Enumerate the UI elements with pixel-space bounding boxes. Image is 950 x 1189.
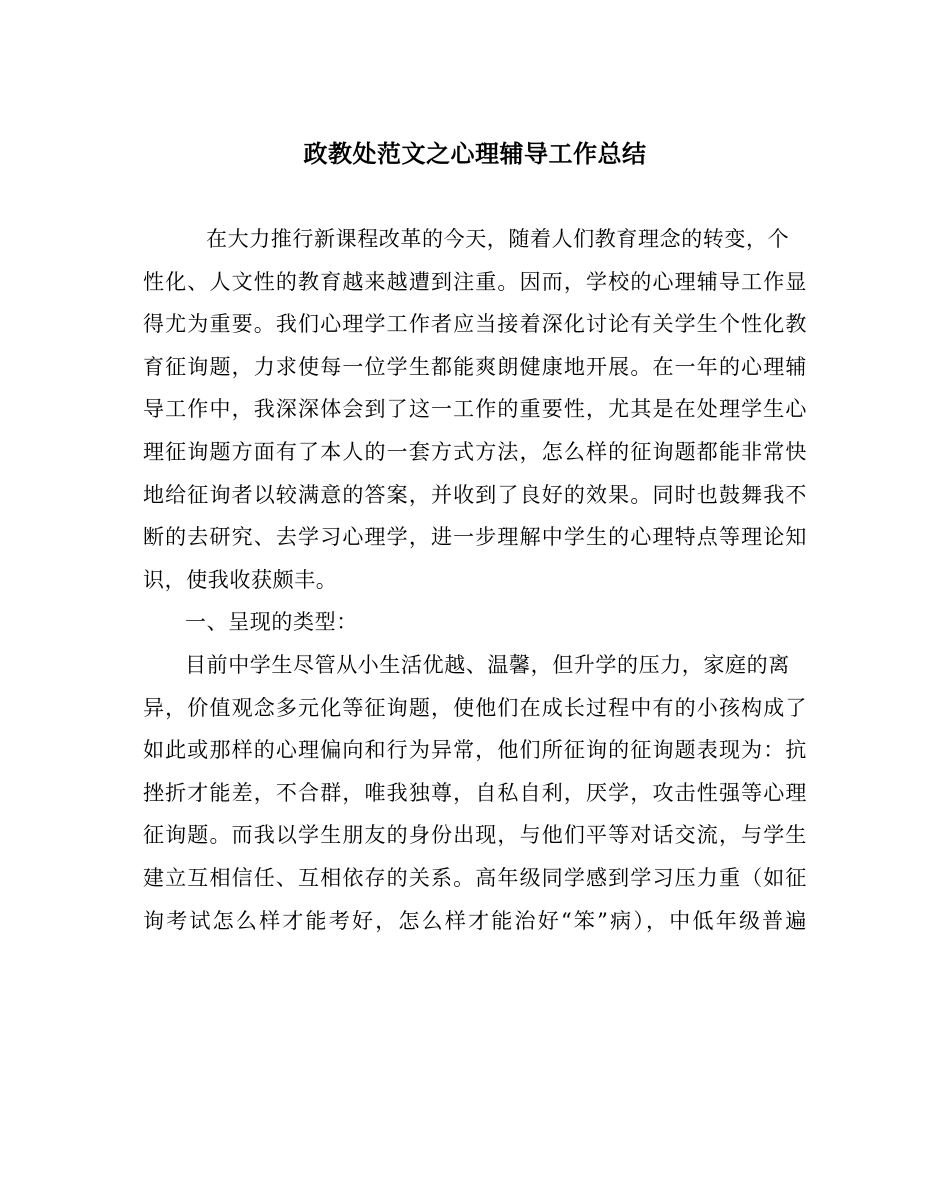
paragraph-line: 征询题。而我以学生朋友的身份出现，与他们平等对话交流，与学生 [143,823,807,848]
paragraph-line: 性化、人文性的教育越来越遭到注重。因而，学校的心理辅导工作显 [143,269,807,294]
document-title: 政教处范文之心理辅导工作总结 [303,139,647,168]
paragraph-line: 导工作中，我深深体会到了这一工作的重要性，尤其是在处理学生心 [143,397,807,422]
paragraph-line: 断的去研究、去学习心理学，进一步理解中学生的心理特点等理论知 [143,525,807,550]
section-heading: 一、呈现的类型： [185,610,358,635]
paragraph-line: 异，价值观念多元化等征询题，使他们在成长过程中有的小孩构成了 [143,695,807,720]
paragraph-line: 如此或那样的心理偏向和行为异常，他们所征询的征询题表现为：抗 [143,738,807,763]
paragraph-line: 建立互相信任、互相依存的关系。高年级同学感到学习压力重（如征 [143,865,807,890]
paragraph-line: 识，使我收获颇丰。 [143,567,338,592]
paragraph-line: 目前中学生尽管从小生活优越、温馨，但升学的压力，家庭的离 [185,652,790,677]
paragraph-line: 在大力推行新课程改革的今天，随着人们教育理念的转变，个 [206,227,790,251]
paragraph-line: 询考试怎么样才能考好，怎么样才能治好“笨”病），中低年级普遍 [143,908,807,933]
paragraph-line: 理征询题方面有了本人的一套方式方法，怎么样的征询题都能非常快 [143,439,807,464]
paragraph-line: 挫折才能差，不合群，唯我独尊，自私自利，厌学，攻击性强等心理 [143,780,807,805]
paragraph-line: 育征询题，力求使每一位学生都能爽朗健康地开展。在一年的心理辅 [143,354,807,379]
paragraph-line: 得尤为重要。我们心理学工作者应当接着深化讨论有关学生个性化教 [143,312,807,337]
document-body [143,218,807,942]
paragraph-line: 地给征询者以较满意的答案，并收到了良好的效果。同时也鼓舞我不 [143,482,807,507]
